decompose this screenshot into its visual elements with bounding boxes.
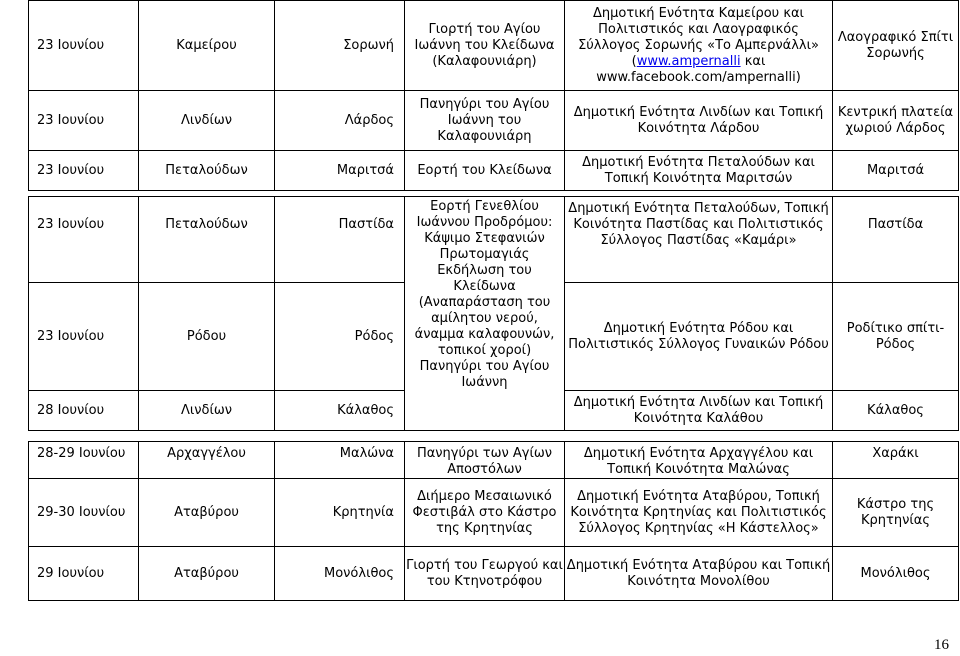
table-row [29, 91, 959, 151]
village-cell: Παστίδα [275, 197, 405, 283]
organizer-cell: Δημοτική Ενότητα Αρχαγγέλου και Τοπική Κοινότητα Μαλώνας [565, 442, 833, 479]
unit-cell: Αταβύρου [139, 547, 275, 601]
place-cell: Λαογραφικό Σπίτι Σορωνής [833, 1, 959, 91]
village-cell: Μονόλιθος [275, 547, 405, 601]
date-cell: 29-30 Ιουνίου [29, 479, 139, 547]
table-row [29, 151, 959, 191]
organizer-cell: Δημοτική Ενότητα Αταβύρου και Τοπική Κοινότητα Μονολίθου [565, 547, 833, 601]
date-cell: 23 Ιουνίου [29, 1, 139, 91]
place-cell: Ροδίτικο σπίτι-Ρόδος [833, 283, 959, 391]
unit-cell: Λινδίων [139, 91, 275, 151]
village-cell: Κρητηνία [275, 479, 405, 547]
ampernalli-link[interactable]: www.ampernalli [636, 53, 741, 69]
unit-cell: Καμείρου [139, 1, 275, 91]
unit-cell: Ρόδου [139, 283, 275, 391]
organizer-cell: Δημοτική Ενότητα Ρόδου και Πολιτιστικός Σύλλογος Γυναικών Ρόδου [565, 283, 833, 391]
organizer-text: Δημοτική Ενότητα Καμείρου και Πολιτιστικός και Λαογραφικός Σύλλογος Σορωνής «Το Αμπερνάλλι» ( [578, 5, 819, 69]
date-cell: 29 Ιουνίου [29, 547, 139, 601]
unit-cell: Πεταλούδων [139, 151, 275, 191]
village-cell: Μαλώνα [275, 442, 405, 479]
village-cell: Λάρδος [275, 91, 405, 151]
organizer-cell: Δημοτική Ενότητα Λινδίων και Τοπική Κοινότητα Λάρδου [565, 91, 833, 151]
events-table-2 [28, 196, 959, 431]
date-cell: 23 Ιουνίου [29, 197, 139, 283]
organizer-cell: Δημοτική Ενότητα Αταβύρου, Τοπική Κοινότητα Κρητηνίας και Πολιτιστικός Σύλλογος Κρητηνίας «Η Κάστελλος» [565, 479, 833, 547]
date-cell: 23 Ιουνίου [29, 151, 139, 191]
organizer-cell: Δημοτική Ενότητα Πεταλούδων, Τοπική Κοινότητα Παστίδας και Πολιτιστικός Σύλλογος Παστίδας «Καμάρι» [565, 197, 833, 283]
table-row [29, 1, 959, 91]
village-cell: Ρόδος [275, 283, 405, 391]
event-cell: Γιορτή του Γεωργού και του Κτηνοτρόφου [405, 547, 565, 601]
village-cell: Σορωνή [275, 1, 405, 91]
unit-cell: Πεταλούδων [139, 197, 275, 283]
organizer-cell: Δημοτική Ενότητα Πεταλούδων και Τοπική Κοινότητα Μαριτσών [565, 151, 833, 191]
village-cell: Κάλαθος [275, 391, 405, 431]
event-cell: Διήμερο Μεσαιωνικό Φεστιβάλ στο Κάστρο της Κρητηνίας [405, 479, 565, 547]
table-row [29, 442, 959, 479]
event-cell: Πανηγύρι των Αγίων Αποστόλων [405, 442, 565, 479]
unit-cell: Λινδίων [139, 391, 275, 431]
date-cell: 28-29 Ιουνίου [29, 442, 139, 479]
place-cell: Κάλαθος [833, 391, 959, 431]
village-cell: Μαριτσά [275, 151, 405, 191]
place-cell: Χαράκι [833, 442, 959, 479]
event-cell: Εορτή του Κλείδωνα [405, 151, 565, 191]
date-cell: 28 Ιουνίου [29, 391, 139, 431]
table-row [29, 197, 959, 283]
table-row [29, 547, 959, 601]
unit-cell: Αταβύρου [139, 479, 275, 547]
place-cell: Κάστρο της Κρητηνίας [833, 479, 959, 547]
unit-cell: Αρχαγγέλου [139, 442, 275, 479]
organizer-cell [565, 1, 833, 91]
organizer-cell: Δημοτική Ενότητα Λινδίων και Τοπική Κοινότητα Καλάθου [565, 391, 833, 431]
events-table-1 [28, 0, 959, 191]
date-cell: 23 Ιουνίου [29, 283, 139, 391]
date-cell: 23 Ιουνίου [29, 91, 139, 151]
event-cell: Πανηγύρι του Αγίου Ιωάννη του Καλαφουνιάρη [405, 91, 565, 151]
page-number: 16 [934, 637, 949, 653]
event-cell: Γιορτή του Αγίου Ιωάννη του Κλείδωνα (Καλαφουνιάρη) [405, 1, 565, 91]
event-cell: Εορτή Γενεθλίου Ιωάννου Προδρόμου: Κάψιμο Στεφανιών Πρωτομαγιάς Εκδήλωση του Κλείδωνα (Αναπαράσταση του αμίλητου νερού, άναμμα καλαφουνών, τοπικοί χοροί) Πανηγύρι του Αγίου Ιωάννη [405, 197, 565, 431]
table-row [29, 479, 959, 547]
place-cell: Παστίδα [833, 197, 959, 283]
events-table-3 [28, 441, 959, 601]
organizer-text-end: και www.facebook.com/ampernalli) [596, 53, 801, 85]
place-cell: Μονόλιθος [833, 547, 959, 601]
place-cell: Μαριτσά [833, 151, 959, 191]
place-cell: Κεντρική πλατεία χωριού Λάρδος [833, 91, 959, 151]
